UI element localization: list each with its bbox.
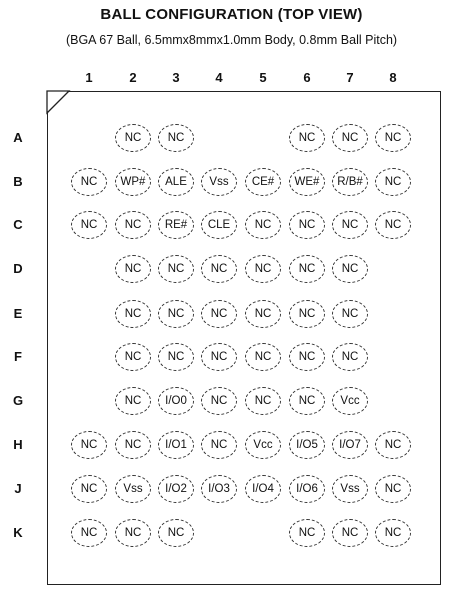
ball-h6: I/O5: [289, 431, 325, 459]
ball-j1: NC: [71, 475, 107, 503]
ball-b7: R/B#: [332, 168, 368, 196]
ball-b1: NC: [71, 168, 107, 196]
diagram-subtitle: (BGA 67 Ball, 6.5mmx8mmx1.0mm Body, 0.8mm Ball Pitch): [65, 33, 398, 47]
ball-b4: Vss: [201, 168, 237, 196]
column-label: 6: [303, 70, 311, 85]
ball-j7: Vss: [332, 475, 368, 503]
ball-d4: NC: [201, 255, 237, 283]
ball-k3: NC: [158, 519, 194, 547]
ball-c4: CLE: [201, 211, 237, 239]
row-label: E: [13, 306, 23, 321]
ball-h8: NC: [375, 431, 411, 459]
row-label: F: [14, 349, 22, 364]
ball-d6: NC: [289, 255, 325, 283]
column-label: 5: [259, 70, 267, 85]
ball-b8: NC: [375, 168, 411, 196]
ball-j6: I/O6: [289, 475, 325, 503]
ball-h4: NC: [201, 431, 237, 459]
ball-a8: NC: [375, 124, 411, 152]
ball-h7: I/O7: [332, 431, 368, 459]
column-label: 1: [85, 70, 93, 85]
row-label: D: [13, 261, 23, 276]
ball-e2: NC: [115, 300, 151, 328]
ball-h3: I/O1: [158, 431, 194, 459]
ball-f5: NC: [245, 343, 281, 371]
ball-c3: RE#: [158, 211, 194, 239]
ball-j5: I/O4: [245, 475, 281, 503]
ball-g2: NC: [115, 387, 151, 415]
ball-j4: I/O3: [201, 475, 237, 503]
ball-c2: NC: [115, 211, 151, 239]
ball-d3: NC: [158, 255, 194, 283]
ball-g6: NC: [289, 387, 325, 415]
ball-j3: I/O2: [158, 475, 194, 503]
ball-c7: NC: [332, 211, 368, 239]
ball-c6: NC: [289, 211, 325, 239]
pin1-corner-marker: [47, 91, 73, 117]
ball-b3: ALE: [158, 168, 194, 196]
ball-a6: NC: [289, 124, 325, 152]
diagram-title: BALL CONFIGURATION (TOP VIEW): [100, 6, 363, 23]
row-label: C: [13, 217, 23, 232]
ball-b5: CE#: [245, 168, 281, 196]
ball-k2: NC: [115, 519, 151, 547]
ball-d2: NC: [115, 255, 151, 283]
ball-e5: NC: [245, 300, 281, 328]
ball-f4: NC: [201, 343, 237, 371]
row-label: B: [13, 174, 23, 189]
column-label: 8: [389, 70, 397, 85]
ball-e3: NC: [158, 300, 194, 328]
ball-g5: NC: [245, 387, 281, 415]
ball-a2: NC: [115, 124, 151, 152]
ball-b2: WP#: [115, 168, 151, 196]
ball-k1: NC: [71, 519, 107, 547]
ball-k7: NC: [332, 519, 368, 547]
ball-h2: NC: [115, 431, 151, 459]
column-label: 4: [215, 70, 223, 85]
row-label: J: [14, 481, 22, 496]
row-label: H: [13, 437, 23, 452]
ball-f7: NC: [332, 343, 368, 371]
ball-f6: NC: [289, 343, 325, 371]
ball-c5: NC: [245, 211, 281, 239]
ball-f2: NC: [115, 343, 151, 371]
package-outline: [47, 91, 441, 585]
ball-c8: NC: [375, 211, 411, 239]
ball-k8: NC: [375, 519, 411, 547]
column-label: 2: [129, 70, 137, 85]
ball-a7: NC: [332, 124, 368, 152]
ball-e4: NC: [201, 300, 237, 328]
ball-g4: NC: [201, 387, 237, 415]
ball-g3: I/O0: [158, 387, 194, 415]
row-label: A: [13, 130, 23, 145]
ball-b6: WE#: [289, 168, 325, 196]
ball-c1: NC: [71, 211, 107, 239]
ball-d7: NC: [332, 255, 368, 283]
ball-g7: Vcc: [332, 387, 368, 415]
ball-j8: NC: [375, 475, 411, 503]
ball-h5: Vcc: [245, 431, 281, 459]
ball-a3: NC: [158, 124, 194, 152]
ball-h1: NC: [71, 431, 107, 459]
ball-f3: NC: [158, 343, 194, 371]
row-label: G: [12, 393, 24, 408]
ball-d5: NC: [245, 255, 281, 283]
column-label: 7: [346, 70, 354, 85]
column-label: 3: [172, 70, 180, 85]
ball-e6: NC: [289, 300, 325, 328]
row-label: K: [13, 525, 23, 540]
ball-j2: Vss: [115, 475, 151, 503]
ball-e7: NC: [332, 300, 368, 328]
ball-k6: NC: [289, 519, 325, 547]
